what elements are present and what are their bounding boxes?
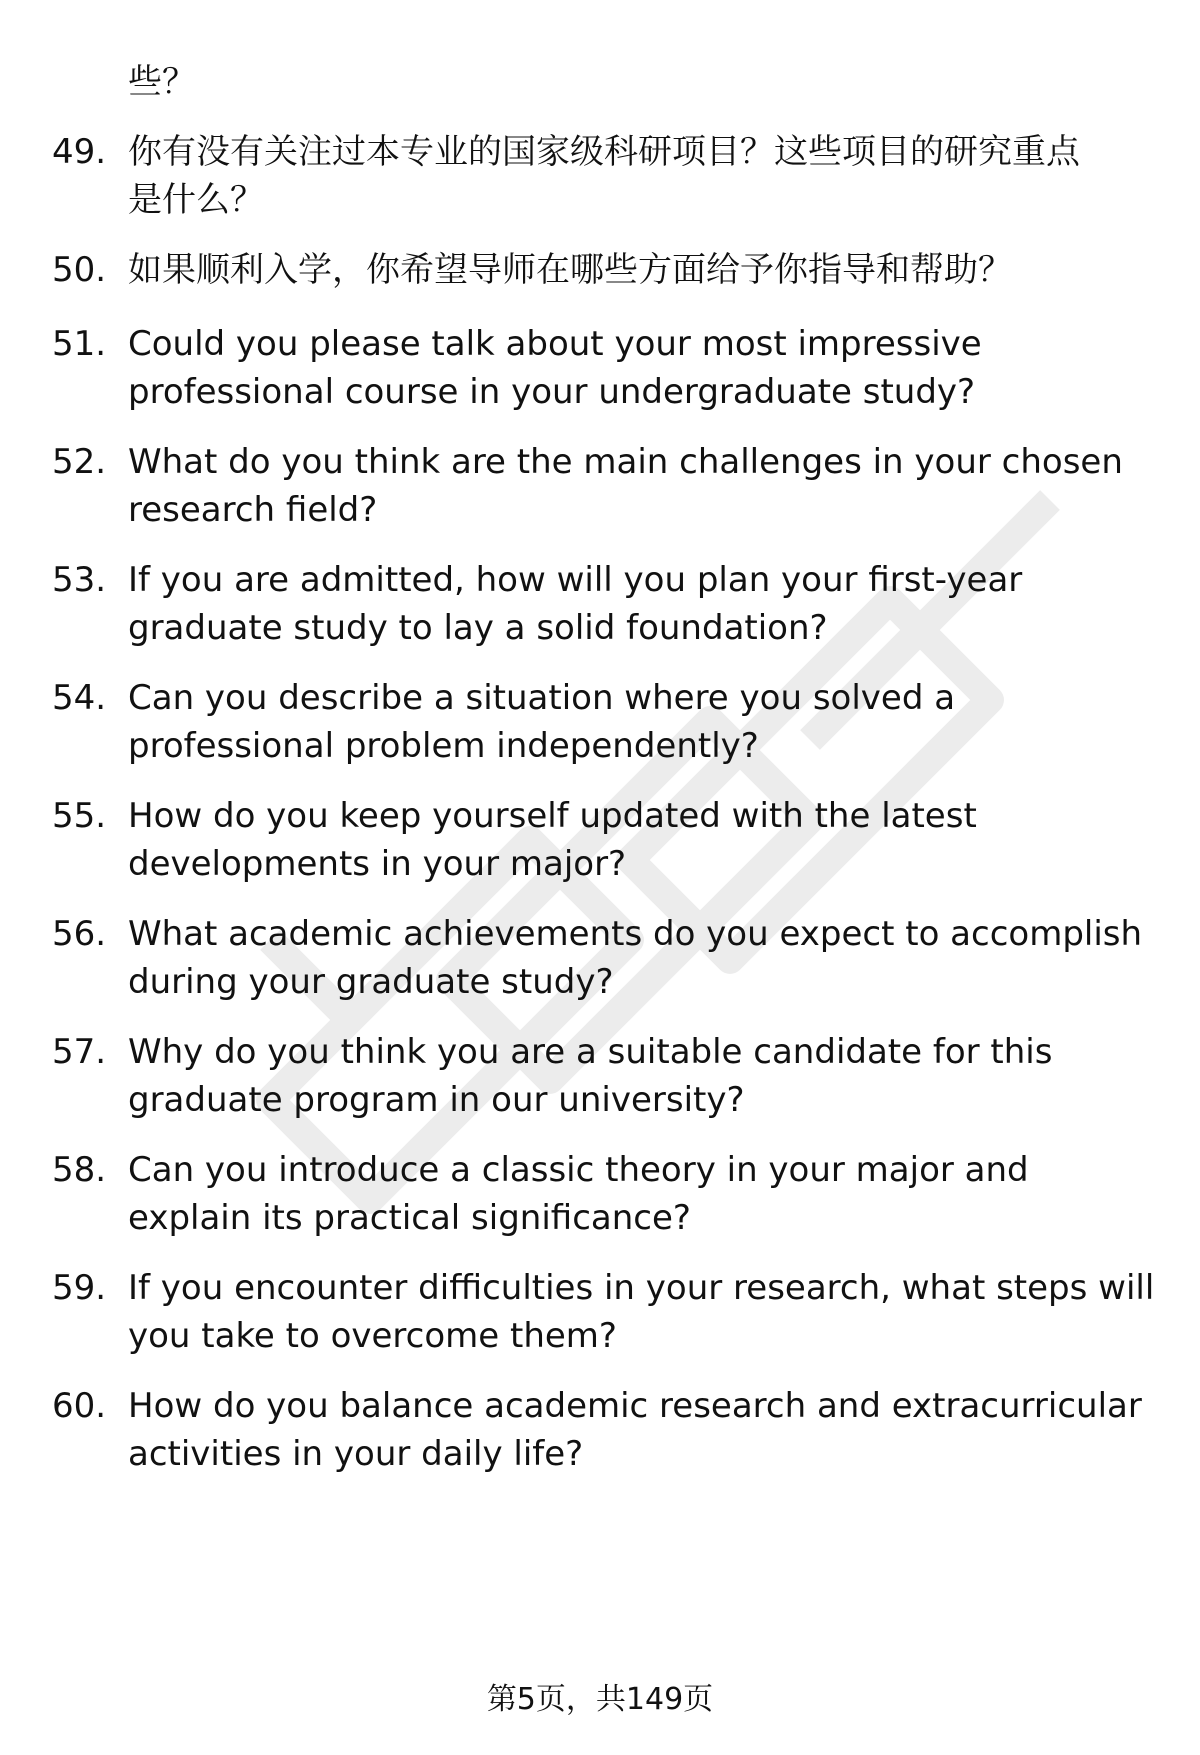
question-text-line: professional problem independently? xyxy=(128,726,759,766)
question-text xyxy=(128,1028,1200,1124)
question-text-line: 是什么？ xyxy=(128,180,264,220)
question-number: 51. xyxy=(52,324,107,364)
question-text-line: How do you keep yourself updated with the latest xyxy=(128,796,977,836)
question-text-line: How do you balance academic research and extracurricular xyxy=(128,1386,1142,1426)
question-text-line: during your graduate study? xyxy=(128,962,614,1002)
question-text-line: professional course in your undergraduate study? xyxy=(128,372,976,412)
question-text xyxy=(128,246,1200,294)
question-text-line: explain its practical significance? xyxy=(128,1198,691,1238)
question-number: 49. xyxy=(52,132,107,172)
question-text-line: Why do you think you are a suitable candidate for this xyxy=(128,1032,1053,1072)
question-number: 60. xyxy=(52,1386,107,1426)
question-number: 56. xyxy=(52,914,107,954)
question-number: 55. xyxy=(52,796,107,836)
question-text-line: you take to overcome them? xyxy=(128,1316,617,1356)
question-number: 58. xyxy=(52,1150,107,1190)
question-text-line: graduate study to lay a solid foundation? xyxy=(128,608,828,648)
question-number: 57. xyxy=(52,1032,107,1072)
question-text-line: If you are admitted, how will you plan your first-year xyxy=(128,560,1023,600)
question-text xyxy=(128,128,1200,224)
question-number: 50. xyxy=(52,250,107,290)
question-text xyxy=(128,1382,1200,1478)
question-text-line: Can you describe a situation where you solved a xyxy=(128,678,956,718)
question-text xyxy=(128,1264,1200,1360)
question-text-line: Could you please talk about your most impressive xyxy=(128,324,982,364)
question-text-line: developments in your major? xyxy=(128,844,627,884)
question-text-line: What do you think are the main challenges in your chosen xyxy=(128,442,1123,482)
question-number: 59. xyxy=(52,1268,107,1308)
question-text-line: graduate program in our university? xyxy=(128,1080,745,1120)
question-text-line: 如果顺利入学，你希望导师在哪些方面给予你指导和帮助？ xyxy=(128,250,1012,290)
question-text xyxy=(128,556,1200,652)
page-footer: 第5页，共149页 xyxy=(486,1682,714,1717)
question-text-line: research field? xyxy=(128,490,378,530)
question-number: 52. xyxy=(52,442,107,482)
question-text xyxy=(128,674,1200,770)
question-text-line: Can you introduce a classic theory in your major and xyxy=(128,1150,1029,1190)
question-number: 54. xyxy=(52,678,107,718)
question-text-line: activities in your daily life? xyxy=(128,1434,584,1474)
question-text-line: What academic achievements do you expect to accomplish xyxy=(128,914,1143,954)
question-number: 53. xyxy=(52,560,107,600)
question-text xyxy=(128,438,1200,534)
question-text xyxy=(128,910,1200,1006)
continuation-text: 些？ xyxy=(128,62,196,102)
question-text xyxy=(128,1146,1200,1242)
question-text xyxy=(128,320,1200,416)
question-text-line: 你有没有关注过本专业的国家级科研项目？这些项目的研究重点 xyxy=(128,132,1080,172)
question-text-line: If you encounter difficulties in your research, what steps will xyxy=(128,1268,1155,1308)
question-text xyxy=(128,792,1200,888)
